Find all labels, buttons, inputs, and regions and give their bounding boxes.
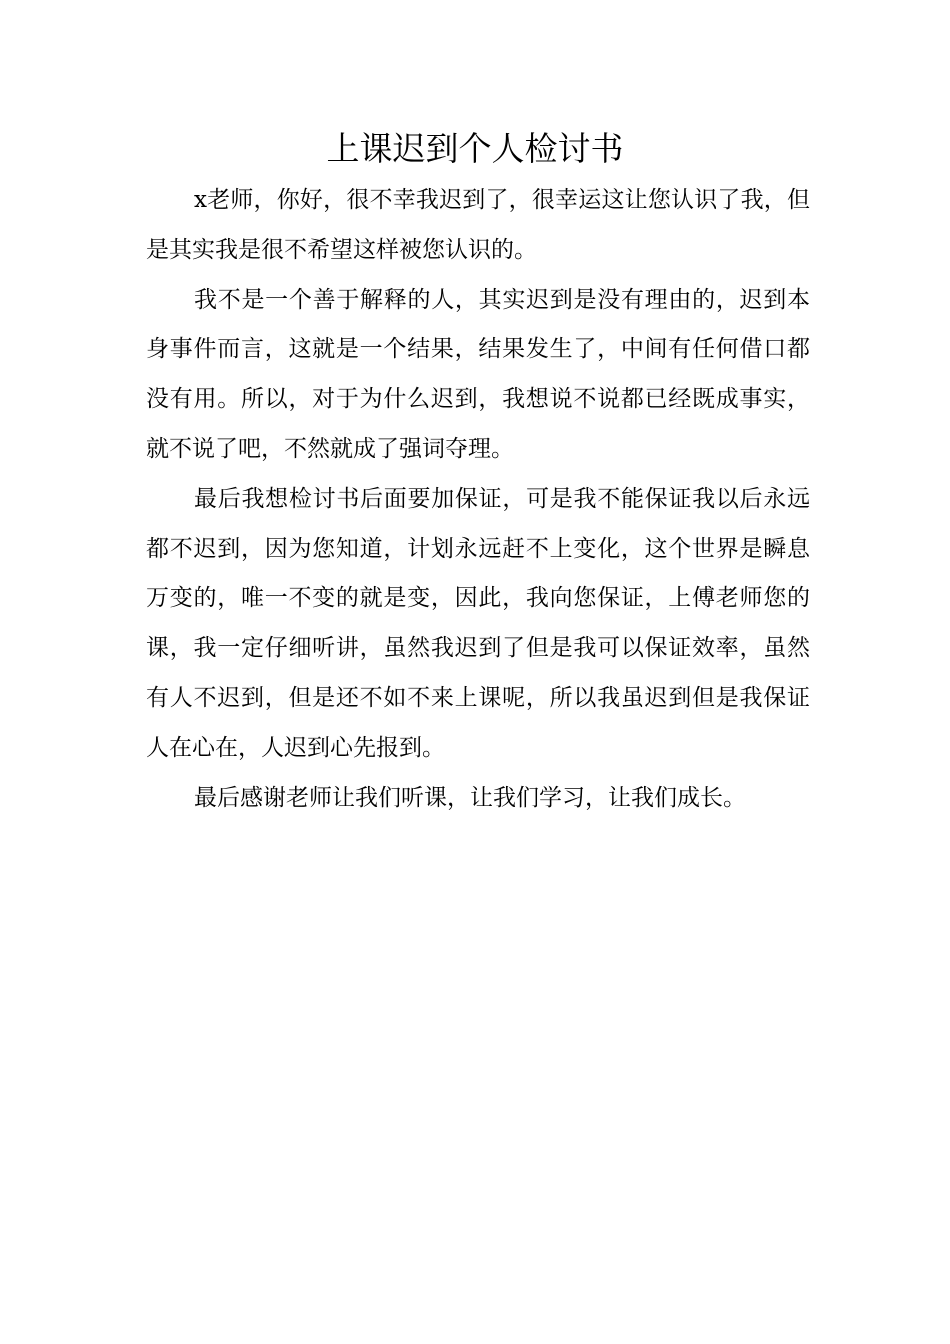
document-title: 上课迟到个人检讨书 [326, 129, 624, 168]
paragraph-thanks: 最后感谢老师让我们听课，让我们学习，让我们成长。 [194, 784, 746, 811]
document-body [146, 176, 810, 823]
paragraph-explanation: 我不是一个善于解释的人，其实迟到是没有理由的，迟到本身事件而言，这就是一个结果，结果发生了，中间有任何借口都没有用。所以，对于为什么迟到，我想说不说都已经既成事实，就不说了吧，不然就成了强词夺理。 [146, 286, 810, 462]
paragraph-promise: 最后我想检讨书后面要加保证，可是我不能保证我以后永远都不迟到，因为您知道，计划永远赶不上变化，这个世界是瞬息万变的，唯一不变的就是变，因此，我向您保证，上傅老师您的课，我一定仔细听讲，虽然我迟到了但是我可以保证效率，虽然有人不迟到，但是还不如不来上课呢，所以我虽迟到但是我保证人在心在，人迟到心先报到。 [146, 485, 810, 761]
paragraph-greeting: x老师，你好，很不幸我迟到了，很幸运这让您认识了我，但是其实我是很不希望这样被您认识的。 [146, 187, 810, 263]
